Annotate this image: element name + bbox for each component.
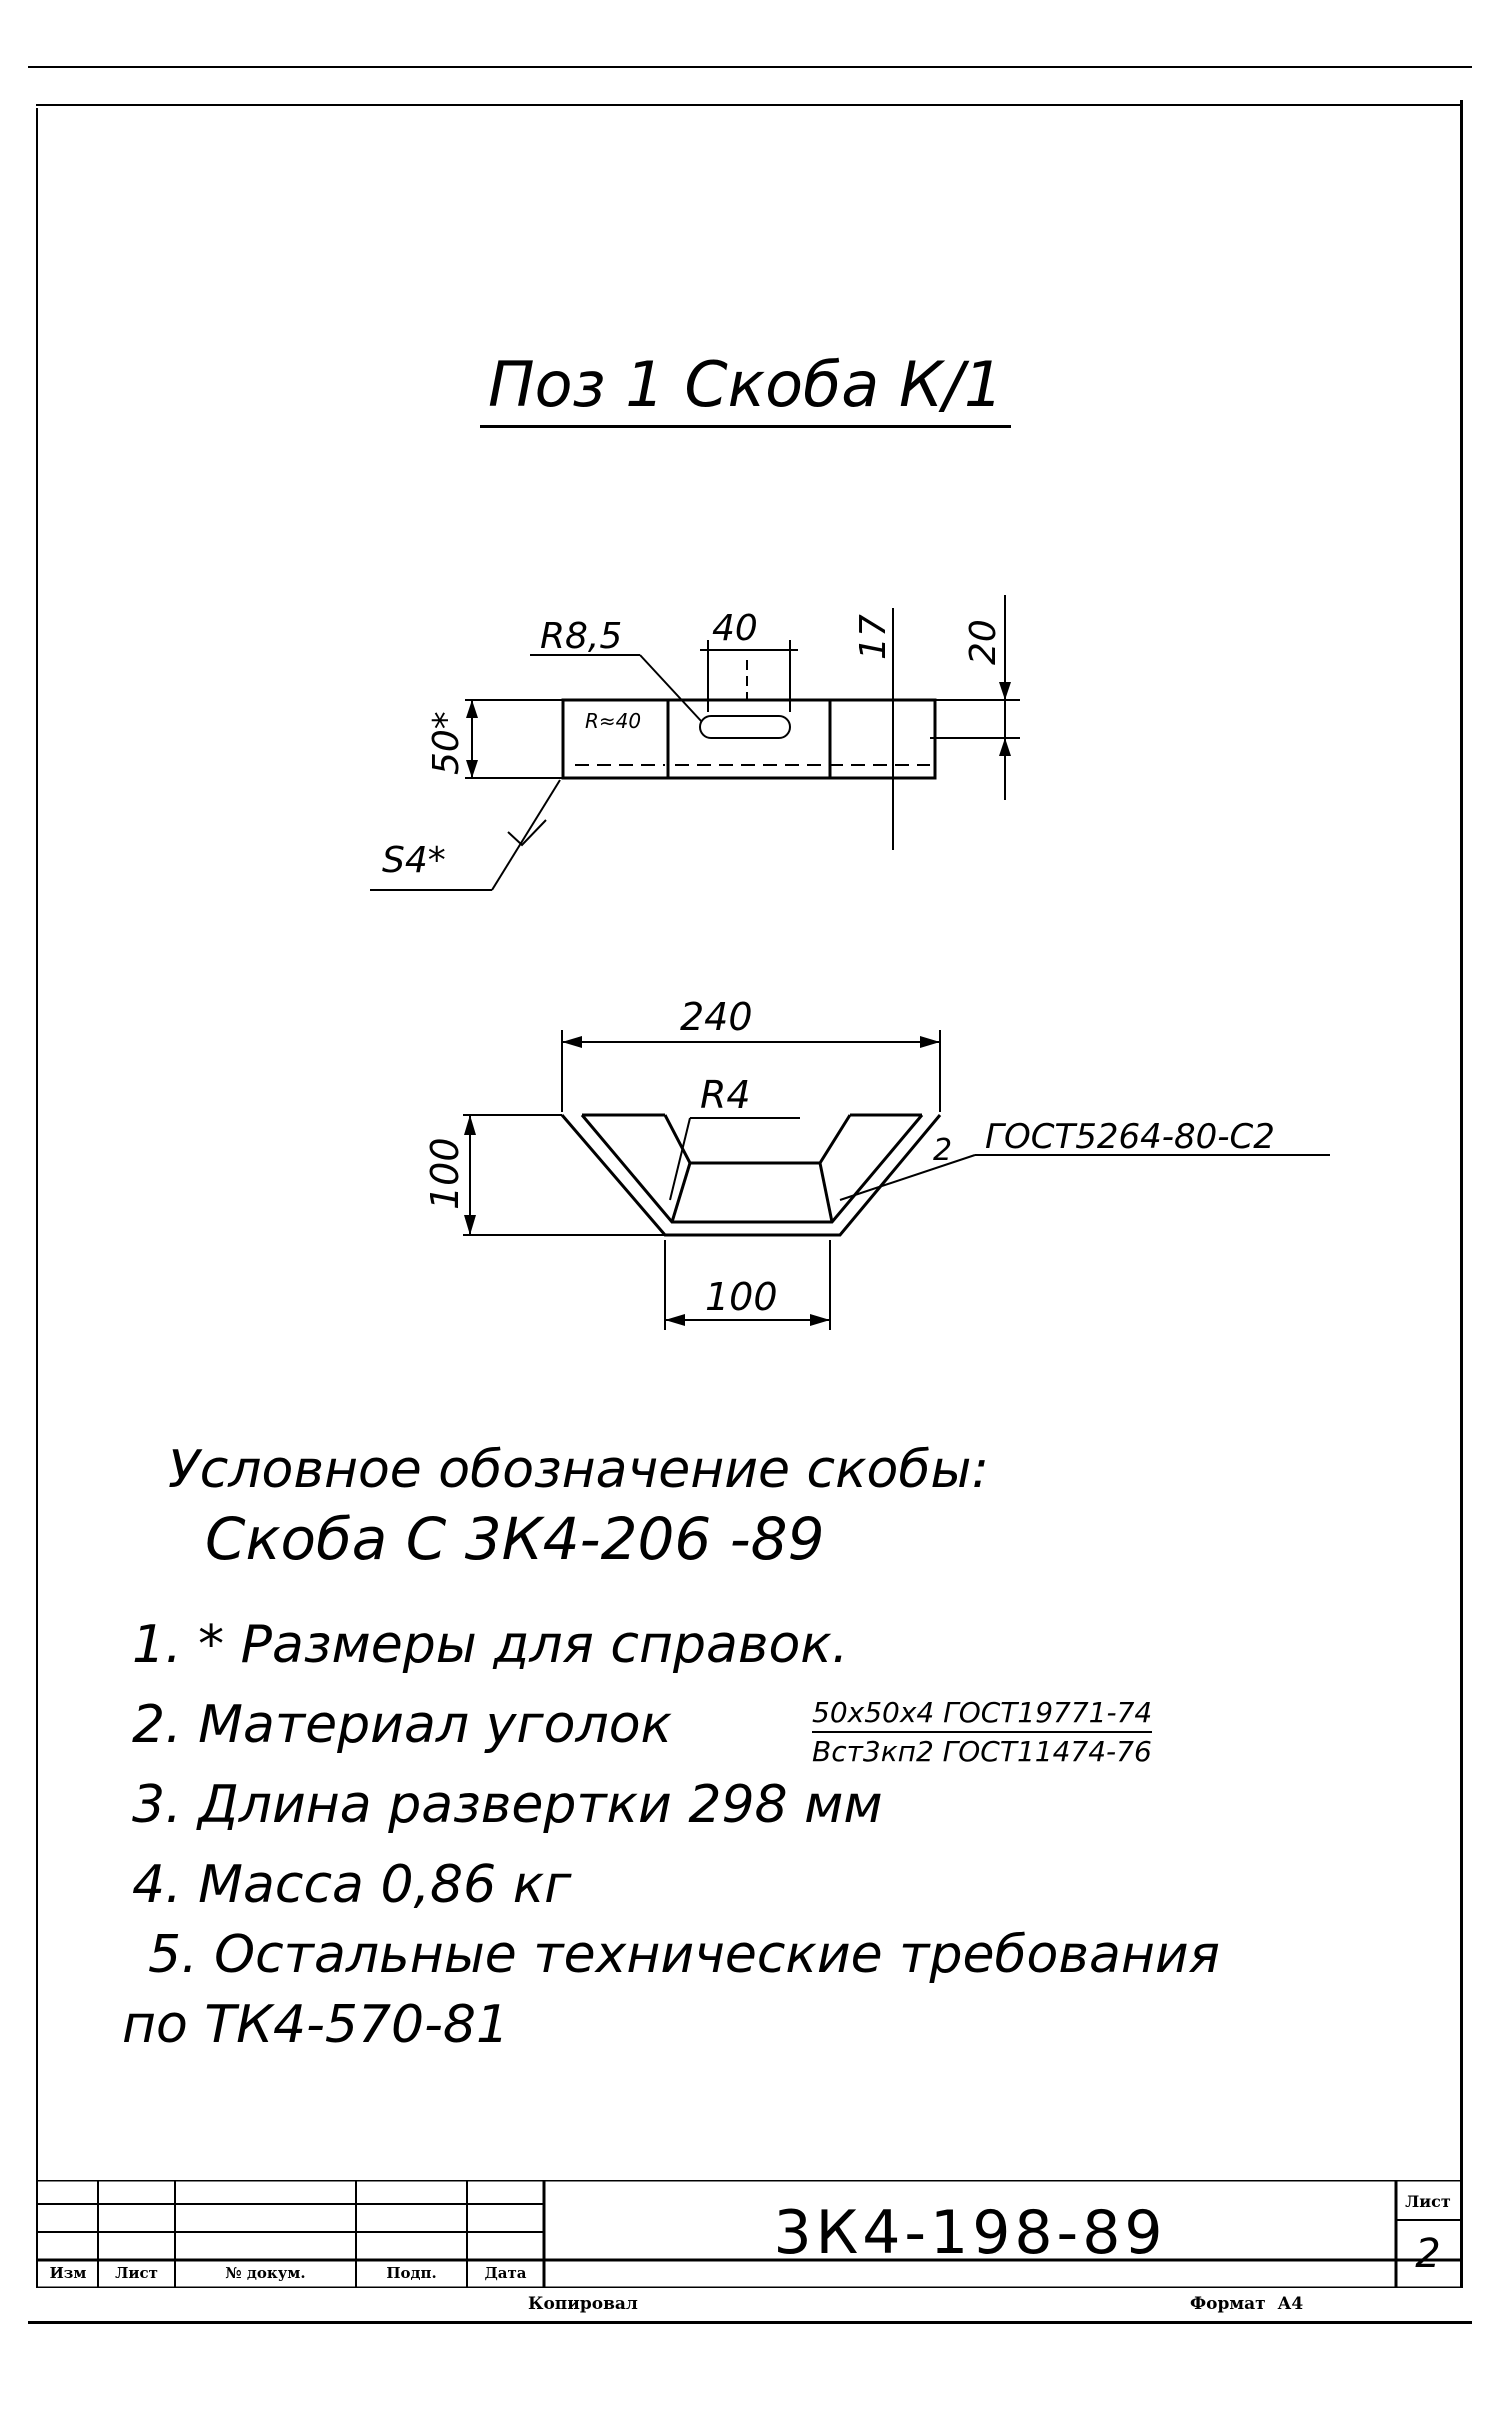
title-block (38, 2180, 1460, 2288)
designation-value: Скоба С 3К4-206 -89 (205, 1505, 825, 1573)
note-1: 1. * Размеры для справок. (132, 1615, 849, 1675)
col-sign: Подп. (386, 2264, 437, 2282)
dim-r4: R4 (700, 1073, 751, 1117)
gost-callout: ГОСТ5264-80-С2 (985, 1117, 1275, 1157)
col-date: Дата (484, 2264, 527, 2282)
format-label: Формат А4 (1190, 2294, 1304, 2314)
dim-50: 50* (426, 711, 467, 775)
note-2-prefix: 2. Материал уголок (132, 1695, 672, 1755)
dim-40: 40 (712, 608, 758, 649)
note-2-top: 50x50x4 ГОСТ19771-74 (812, 1696, 1152, 1733)
col-doc: № докум. (225, 2264, 306, 2282)
note-4: 4. Масса 0,86 кг (132, 1855, 572, 1915)
dim-r85: R8,5 (540, 616, 623, 657)
col-list: Лист (115, 2264, 158, 2282)
dim-240: 240 (680, 995, 753, 1039)
dim-r40: R≈40 (585, 709, 642, 733)
copied-label: Копировал (528, 2294, 638, 2314)
designation-header: Условное обозначение скобы: (168, 1440, 990, 1500)
sheet-number: 2 (1415, 2231, 1441, 2277)
sheet-label: Лист (1405, 2192, 1451, 2211)
dim-20: 20 (963, 619, 1004, 665)
document-number: 3К4-198-89 (773, 2198, 1167, 2268)
dim-17: 17 (853, 614, 894, 660)
weld-label: S4* (382, 840, 446, 881)
bracket-inner (582, 1115, 922, 1222)
bracket-outer (562, 1115, 940, 1235)
note-3: 3. Длина развертки 298 мм (132, 1775, 883, 1835)
bottom-rule (28, 2321, 1472, 2324)
note-5-cont: по ТК4-570-81 (122, 1995, 510, 2055)
drawing-title: Поз 1 Скоба К/1 (480, 345, 1011, 428)
col-izm: Изм (49, 2264, 87, 2282)
note-2-material (812, 1696, 1152, 1768)
dim-100-bottom: 100 (705, 1275, 778, 1319)
note-2-bottom: Вст3кп2 ГОСТ11474-76 (812, 1735, 1152, 1768)
dim-100-height: 100 (423, 1137, 467, 1210)
gost-prefix: 2 (933, 1133, 953, 1168)
note-5: 5. Остальные технические требования (148, 1925, 1220, 1985)
